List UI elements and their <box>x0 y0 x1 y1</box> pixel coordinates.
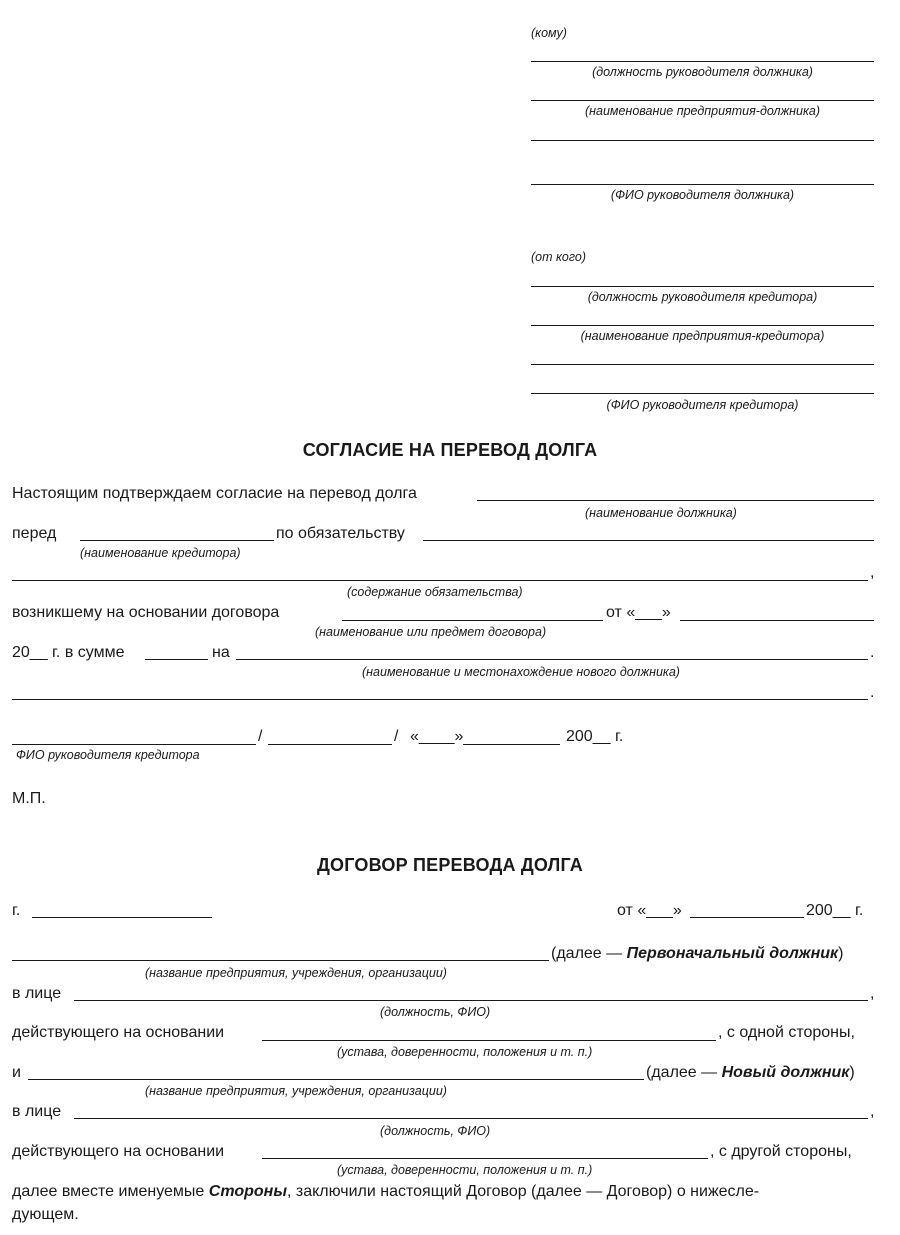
obligation-content-field[interactable] <box>12 580 868 581</box>
person-field-1[interactable] <box>74 1000 868 1001</box>
consent-year-sum-label: 20__ г. в сумме <box>12 644 125 661</box>
consent-line1-text: Настоящим подтверждаем согласие на перевод долга <box>12 485 417 502</box>
basis-field-2[interactable] <box>262 1158 708 1159</box>
signature-slash-2: / <box>394 728 399 745</box>
and-label: и <box>12 1064 21 1081</box>
to-debtor-position-caption: (должность руководителя должника) <box>592 65 813 79</box>
acting-basis-label-2: действующего на основании <box>12 1143 225 1160</box>
person-comma-1: , <box>870 985 875 1002</box>
obligation-field[interactable] <box>423 540 874 541</box>
contract-date-field[interactable] <box>680 620 874 621</box>
in-person-label-1: в лице <box>12 985 62 1002</box>
new-debtor-field-2[interactable] <box>12 699 868 700</box>
org-caption-2: (название предприятия, учреждения, организации) <box>145 1084 447 1098</box>
consent-before-label: перед <box>12 525 57 542</box>
new-debtor-role: (далее — Новый должник) <box>646 1064 855 1081</box>
new-debtor-field[interactable] <box>236 659 868 660</box>
signature-year: 200__ г. <box>566 728 624 745</box>
sum-field[interactable] <box>145 659 208 660</box>
person-comma-2: , <box>870 1103 875 1120</box>
from-creditor-position-caption: (должность руководителя кредитора) <box>587 290 818 304</box>
to-line-2[interactable] <box>531 100 874 101</box>
signature-day: «____» <box>410 728 464 745</box>
new-debtor-caption: (наименование и местонахождение нового должника) <box>362 665 680 679</box>
from-creditor-fio-caption: (ФИО руководителя кредитора) <box>606 398 799 412</box>
contract-date-from: от «___» <box>617 902 682 919</box>
consent-obligation-label: по обязательству <box>276 525 405 542</box>
position-fio-caption-2: (должность, ФИО) <box>380 1124 491 1138</box>
to-label: (кому) <box>531 26 567 40</box>
signature-caption: ФИО руководителя кредитора <box>16 748 200 762</box>
one-side-label: , с одной стороны, <box>718 1024 855 1041</box>
acting-basis-label-1: действующего на основании <box>12 1024 225 1041</box>
signature-slash-1: / <box>258 728 263 745</box>
person-field-2[interactable] <box>74 1118 868 1119</box>
basis-field-1[interactable] <box>262 1040 716 1041</box>
debtor-name-caption: (наименование должника) <box>585 506 737 520</box>
debtor-name-field[interactable] <box>477 500 874 501</box>
from-line-3[interactable] <box>531 364 874 365</box>
charter-caption-2: (устава, доверенности, положения и т. п.) <box>337 1163 593 1177</box>
contract-date-label: от «___» <box>606 604 671 621</box>
original-debtor-role: (далее — Первоначальный должник) <box>551 945 844 962</box>
new-debtor-period: . <box>870 644 875 661</box>
signature-month-field[interactable] <box>463 744 560 745</box>
from-creditor-company-caption: (наименование предприятия-кредитора) <box>580 329 825 343</box>
other-side-label: , с другой стороны, <box>710 1143 852 1160</box>
contract-name-field[interactable] <box>342 620 603 621</box>
contract-title: ДОГОВОР ПЕРЕВОДА ДОЛГА <box>317 855 583 875</box>
from-line-1[interactable] <box>531 286 874 287</box>
from-line-4[interactable] <box>531 393 874 394</box>
to-line-3[interactable] <box>531 140 874 141</box>
new-debtor-period-2: . <box>870 684 875 701</box>
consent-on-label: на <box>212 644 230 661</box>
consent-contract-basis-label: возникшему на основании договора <box>12 604 280 621</box>
to-debtor-fio-caption: (ФИО руководителя должника) <box>610 188 795 202</box>
original-debtor-field[interactable] <box>12 960 549 961</box>
charter-caption-1: (устава, доверенности, положения и т. п.) <box>337 1045 593 1059</box>
obligation-comma: , <box>870 564 875 581</box>
city-label: г. <box>12 902 21 919</box>
to-line-1[interactable] <box>531 61 874 62</box>
city-field[interactable] <box>32 917 212 918</box>
from-line-2[interactable] <box>531 325 874 326</box>
contract-name-caption: (наименование или предмет договора) <box>315 625 547 639</box>
to-debtor-company-caption: (наименование предприятия-должника) <box>584 104 821 118</box>
stamp-label: М.П. <box>12 790 46 807</box>
creditor-name-caption: (наименование кредитора) <box>80 546 241 560</box>
contract-month-field[interactable] <box>690 917 804 918</box>
new-debtor-org-field[interactable] <box>28 1079 644 1080</box>
closing-paragraph-line-2: дующем. <box>12 1206 79 1223</box>
signature-field[interactable] <box>268 744 392 745</box>
obligation-content-caption: (содержание обязательства) <box>347 585 523 599</box>
from-label: (от кого) <box>531 250 586 264</box>
consent-title: СОГЛАСИЕ НА ПЕРЕВОД ДОЛГА <box>302 440 598 460</box>
position-fio-caption-1: (должность, ФИО) <box>380 1005 491 1019</box>
in-person-label-2: в лице <box>12 1103 62 1120</box>
contract-year: 200__ г. <box>806 902 864 919</box>
to-line-4[interactable] <box>531 184 874 185</box>
closing-paragraph-line-1: далее вместе именуемые Стороны, заключили настоящий Договор (далее — Договор) о нижесле- <box>12 1183 760 1200</box>
signature-fio-field[interactable] <box>12 744 256 745</box>
org-caption-1: (название предприятия, учреждения, организации) <box>145 966 447 980</box>
creditor-name-field[interactable] <box>80 540 274 541</box>
